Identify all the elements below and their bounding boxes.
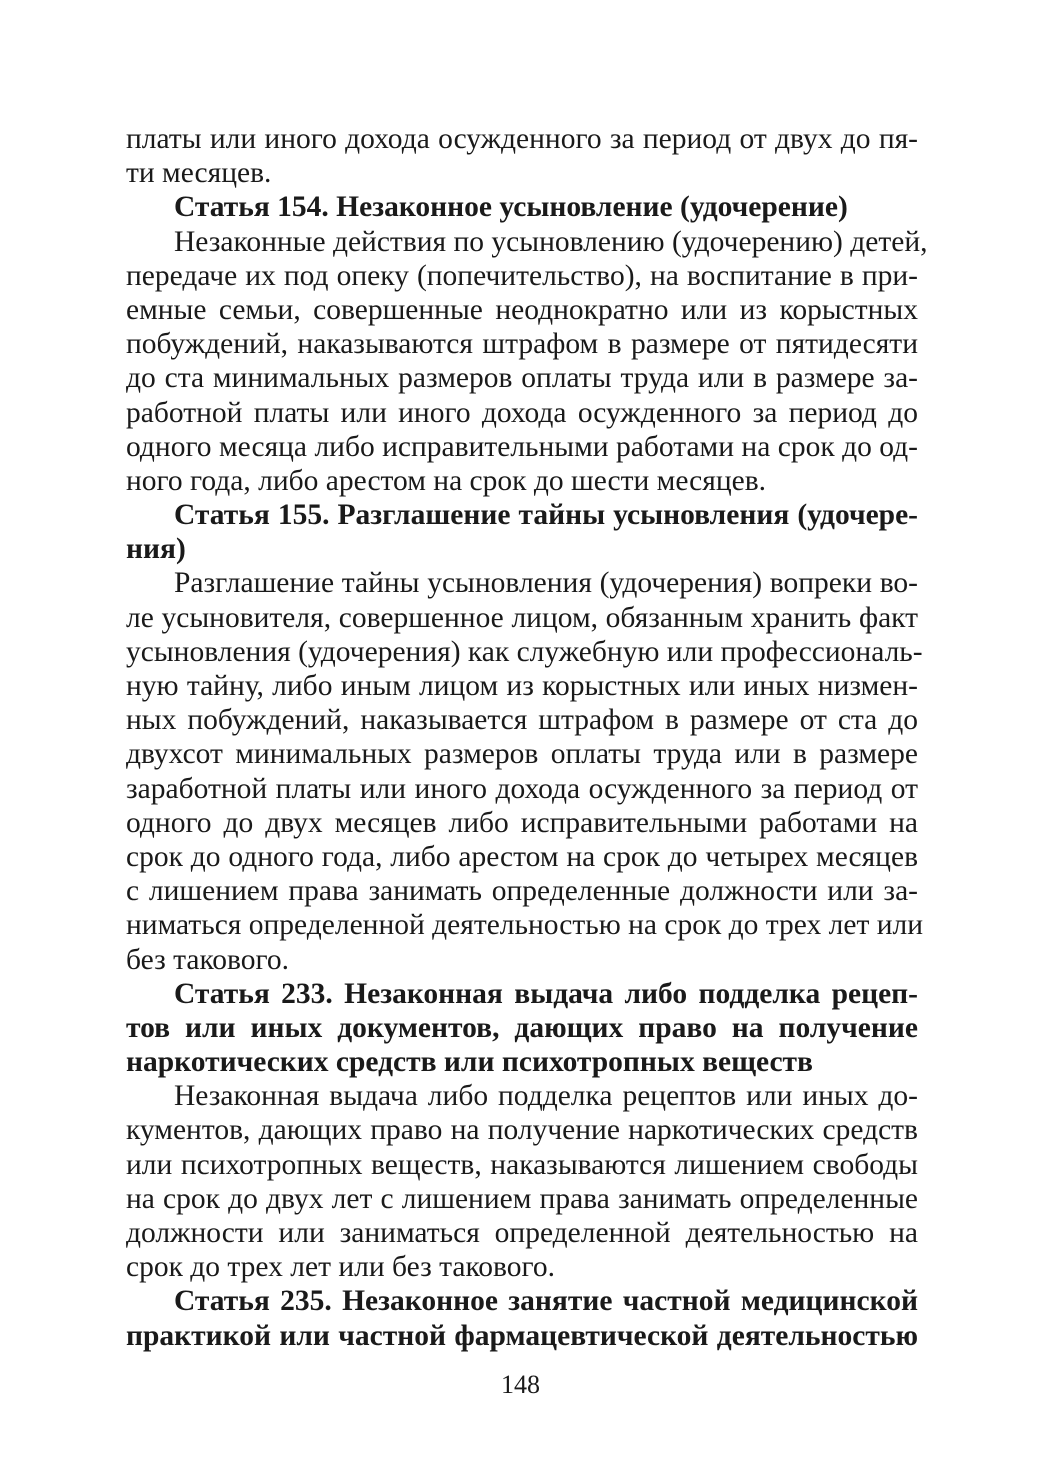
article-155-text [126, 566, 924, 976]
text-line: двухсот минимальных размеров оплаты труда или в размере [126, 738, 918, 771]
text-line: одного месяца либо исправительными работами на срок до од- [126, 430, 918, 463]
text-line: заработной платы или иного дохода осужденного за период от [126, 772, 918, 805]
article-154-heading [126, 190, 918, 224]
article-154-text [126, 225, 928, 499]
text-line: передаче их под опеку (попечительство), на воспитание в при- [126, 259, 918, 292]
article-233-text [126, 1079, 918, 1284]
text-line: срок до одного года, либо арестом на срок до четырех месяцев [126, 840, 918, 873]
text-line: кументов, дающих право на получение наркотических средств [126, 1114, 918, 1147]
text-line: емные семьи, совершенные неоднократно или из корыстных [126, 293, 918, 326]
article-233-heading [126, 977, 918, 1080]
heading-line: Статья 235. Незаконное занятие частной медицинской [174, 1285, 918, 1318]
page-number: 148 [501, 1370, 540, 1399]
article-235-heading [126, 1284, 918, 1352]
heading-line: ния) [126, 533, 186, 566]
text-line: побуждений, наказываются штрафом в размере от пятидесяти [126, 328, 918, 361]
text-line: до ста минимальных размеров оплаты труда или в размере за- [126, 362, 918, 395]
text-line: одного до двух месяцев либо исправительными работами на [126, 806, 918, 839]
text-line: на срок до двух лет с лишением права занимать определенные [126, 1182, 918, 1215]
heading-line: Статья 233. Незаконная выдача либо подделка рецеп- [174, 977, 918, 1010]
text-line: ную тайну, либо иным лицом из корыстных или иных низмен- [126, 670, 918, 702]
text-line: с лишением права занимать определенные должности или за- [126, 875, 918, 908]
heading-line: Статья 154. Незаконное усыновление (удочерение) [174, 191, 848, 224]
text-line: без такового. [126, 943, 289, 976]
heading-line: Статья 155. Разглашение тайны усыновления (удочере- [174, 499, 918, 532]
text-line: или психотропных веществ, наказываются лишением свободы [126, 1148, 918, 1181]
article-155-heading [126, 498, 918, 566]
heading-line: наркотических средств или психотропных веществ [126, 1046, 813, 1079]
heading-line: тов или иных документов, дающих право на получение [126, 1011, 918, 1044]
text-line: работной платы или иного дохода осужденного за период до [126, 396, 918, 429]
text-line: Незаконные действия по усыновлению (удочерению) детей, [174, 225, 928, 258]
page-content [126, 122, 928, 1353]
text-line: срок до трех лет или без такового. [126, 1251, 556, 1284]
text-line: ных побуждений, наказывается штрафом в размере от ста до [126, 704, 918, 737]
text-line: платы или иного дохода осужденного за период от двух до пя- [126, 123, 918, 155]
text-line: ниматься определенной деятельностью на срок до трех лет или [126, 909, 924, 942]
text-line: должности или заниматься определенной деятельностью на [126, 1217, 918, 1249]
text-line: ле усыновителя, совершенное лицом, обязанным хранить факт [126, 601, 918, 634]
paragraph-continuation [126, 122, 918, 190]
text-line: ти месяцев. [126, 157, 272, 190]
heading-line: практикой или частной фармацевтической деятельностью [126, 1319, 918, 1352]
text-line: Незаконная выдача либо подделка рецептов или иных до- [174, 1080, 918, 1113]
text-line: усыновления (удочерения) как служебную или профессиональ- [126, 635, 923, 668]
text-line: ного года, либо арестом на срок до шести месяцев. [126, 464, 767, 497]
text-line: Разглашение тайны усыновления (удочерения) вопреки во- [174, 567, 918, 600]
